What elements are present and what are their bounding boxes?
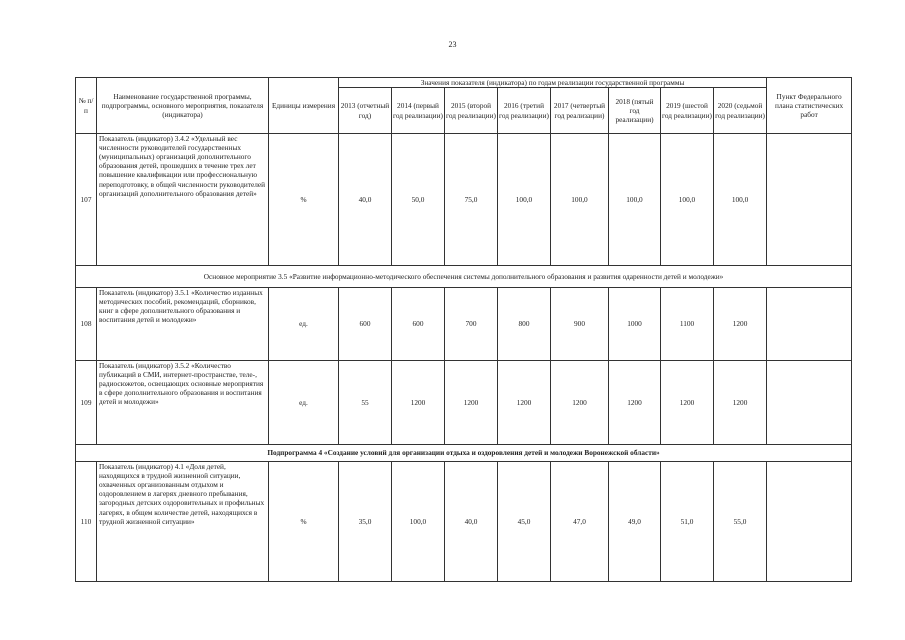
- value-cell: 40,0: [339, 134, 392, 266]
- row-number: 107: [76, 134, 97, 266]
- value-cell: 40,0: [445, 462, 498, 582]
- value-cell: 1200: [714, 288, 767, 361]
- row-number: 109: [76, 361, 97, 445]
- row-number: 108: [76, 288, 97, 361]
- header-year: 2017 (четвертый год реализации): [551, 88, 609, 134]
- header-year: 2019 (шестой год реализации): [661, 88, 714, 134]
- header-plan: Пункт Федерального плана статистических работ: [767, 78, 852, 134]
- value-cell: 1200: [445, 361, 498, 445]
- unit-cell: ед.: [269, 361, 339, 445]
- table-row: [76, 134, 852, 266]
- header-year: 2015 (второй год реализации): [445, 88, 498, 134]
- header-units: Единицы измерения: [269, 78, 339, 134]
- plan-cell: [767, 462, 852, 582]
- value-cell: 100,0: [498, 134, 551, 266]
- value-cell: 600: [339, 288, 392, 361]
- value-cell: 50,0: [392, 134, 445, 266]
- value-cell: 900: [551, 288, 609, 361]
- header-name: Наименование государственной программы, подпрограммы, основного мероприятия, показателя (индикатора): [97, 78, 269, 134]
- unit-cell: %: [269, 462, 339, 582]
- value-cell: 35,0: [339, 462, 392, 582]
- value-cell: 1200: [714, 361, 767, 445]
- table-row: [76, 361, 852, 445]
- page-number: 23: [448, 40, 457, 49]
- plan-cell: [767, 134, 852, 266]
- unit-cell: %: [269, 134, 339, 266]
- indicator-name: Показатель (индикатор) 3.5.1 «Количество изданных методических пособий, рекомендаций, сборников, книг в сфере дополнительного образования и воспитания детей и молодежи»: [97, 288, 269, 361]
- indicator-name: Показатель (индикатор) 3.5.2 «Количество публикаций в СМИ, интернет-пространстве, теле-, радиосюжетов, освещающих основные мероприятия в сфере дополнительного образования и воспитания детей и молодежи»: [97, 361, 269, 445]
- value-cell: 1200: [551, 361, 609, 445]
- header-year: 2013 (отчетный год): [339, 88, 392, 134]
- subprogram-title: Подпрограмма 4 «Создание условий для организации отдыха и оздоровления детей и молодежи Воронежской области»: [76, 445, 852, 462]
- header-year: 2020 (седьмой год реализации): [714, 88, 767, 134]
- indicator-name: Показатель (индикатор) 4.1 «Доля детей, находящихся в трудной жизненной ситуации, охваченных организованным отдыхом и оздоровлением в лагерях дневного пребывания, загородных детских оздоровительных и профильных лагерях, в общем количестве детей, находящихся в трудной жизненной ситуации»: [97, 462, 269, 582]
- indicators-table: [75, 77, 852, 582]
- value-cell: 100,0: [661, 134, 714, 266]
- plan-cell: [767, 288, 852, 361]
- unit-cell: ед.: [269, 288, 339, 361]
- value-cell: 47,0: [551, 462, 609, 582]
- value-cell: 55,0: [714, 462, 767, 582]
- section-title: Основное мероприятие 3.5 «Развитие информационно-методического обеспечения системы дополнительного образования и развития одаренности детей и молодежи»: [76, 266, 852, 288]
- header-year: 2018 (пятый год реализации): [609, 88, 661, 134]
- header-values-group: Значения показателя (индикатора) по годам реализации государственной программы: [339, 78, 767, 88]
- indicator-name: Показатель (индикатор) 3.4.2 «Удельный вес численности руководителей государственных (муниципальных) организаций дополнительного образования детей, прошедших в течение трех лет повышение квалификации или профессиональную переподготовку, в общей численности руководителей организаций дополнительного образования детей»: [97, 134, 269, 266]
- value-cell: 800: [498, 288, 551, 361]
- value-cell: 600: [392, 288, 445, 361]
- value-cell: 55: [339, 361, 392, 445]
- table-row: [76, 288, 852, 361]
- header-year: 2016 (третий год реализации): [498, 88, 551, 134]
- plan-cell: [767, 361, 852, 445]
- header-num: № п/п: [76, 78, 97, 134]
- value-cell: 1200: [661, 361, 714, 445]
- value-cell: 49,0: [609, 462, 661, 582]
- value-cell: 1200: [498, 361, 551, 445]
- section-row: [76, 445, 852, 462]
- header-year: 2014 (первый год реализации): [392, 88, 445, 134]
- value-cell: 100,0: [551, 134, 609, 266]
- value-cell: 75,0: [445, 134, 498, 266]
- section-row: [76, 266, 852, 288]
- value-cell: 100,0: [714, 134, 767, 266]
- value-cell: 100,0: [392, 462, 445, 582]
- value-cell: 1200: [392, 361, 445, 445]
- table-row: [76, 462, 852, 582]
- value-cell: 1100: [661, 288, 714, 361]
- header-row-1: [76, 78, 852, 88]
- row-number: 110: [76, 462, 97, 582]
- value-cell: 1000: [609, 288, 661, 361]
- value-cell: 45,0: [498, 462, 551, 582]
- value-cell: 700: [445, 288, 498, 361]
- value-cell: 1200: [609, 361, 661, 445]
- value-cell: 51,0: [661, 462, 714, 582]
- value-cell: 100,0: [609, 134, 661, 266]
